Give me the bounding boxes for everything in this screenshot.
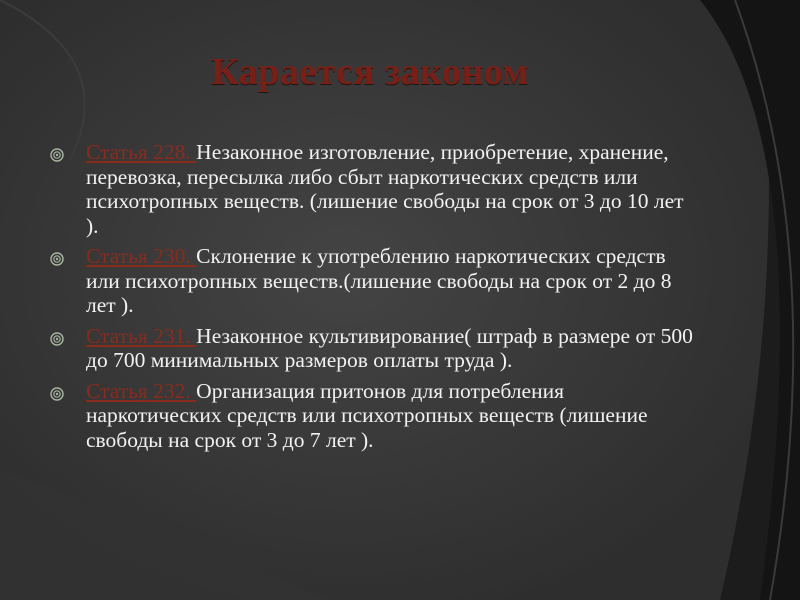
target-bullet-icon <box>50 387 64 401</box>
target-bullet-icon <box>50 252 64 266</box>
target-bullet-icon <box>50 332 64 346</box>
article-text: Незаконное культивирование( штраф в размере от 500 до 700 минимальных размеров оплаты труда ). <box>86 323 693 372</box>
list-item <box>48 140 698 238</box>
list-item <box>48 324 698 373</box>
article-text: Склонение к употреблению наркотических средств или психотропных веществ.(лишение свободы на срок от 2 до 8 лет ). <box>86 244 672 317</box>
article-link[interactable]: Статья 232. <box>86 378 191 403</box>
article-link[interactable]: Статья 228. <box>86 140 191 164</box>
article-list <box>48 140 698 458</box>
slide-title: Карается законом <box>211 51 529 93</box>
article-link[interactable]: Статья 231. <box>86 323 191 348</box>
article-text: Незаконное изготовление, приобретение, хранение, перевозка, пересылка либо сбыт наркотических средств или психотропных веществ. (лишение свободы на срок от 3 до 10 лет ). <box>86 140 684 238</box>
target-bullet-icon <box>50 148 64 162</box>
list-item <box>48 244 698 318</box>
article-text: Организация притонов для потребления наркотических средств или психотропных веществ (лишение свободы на срок от 3 до 7 лет ). <box>86 378 653 452</box>
list-item <box>48 379 698 453</box>
article-link[interactable]: Статья 230. <box>86 244 191 268</box>
